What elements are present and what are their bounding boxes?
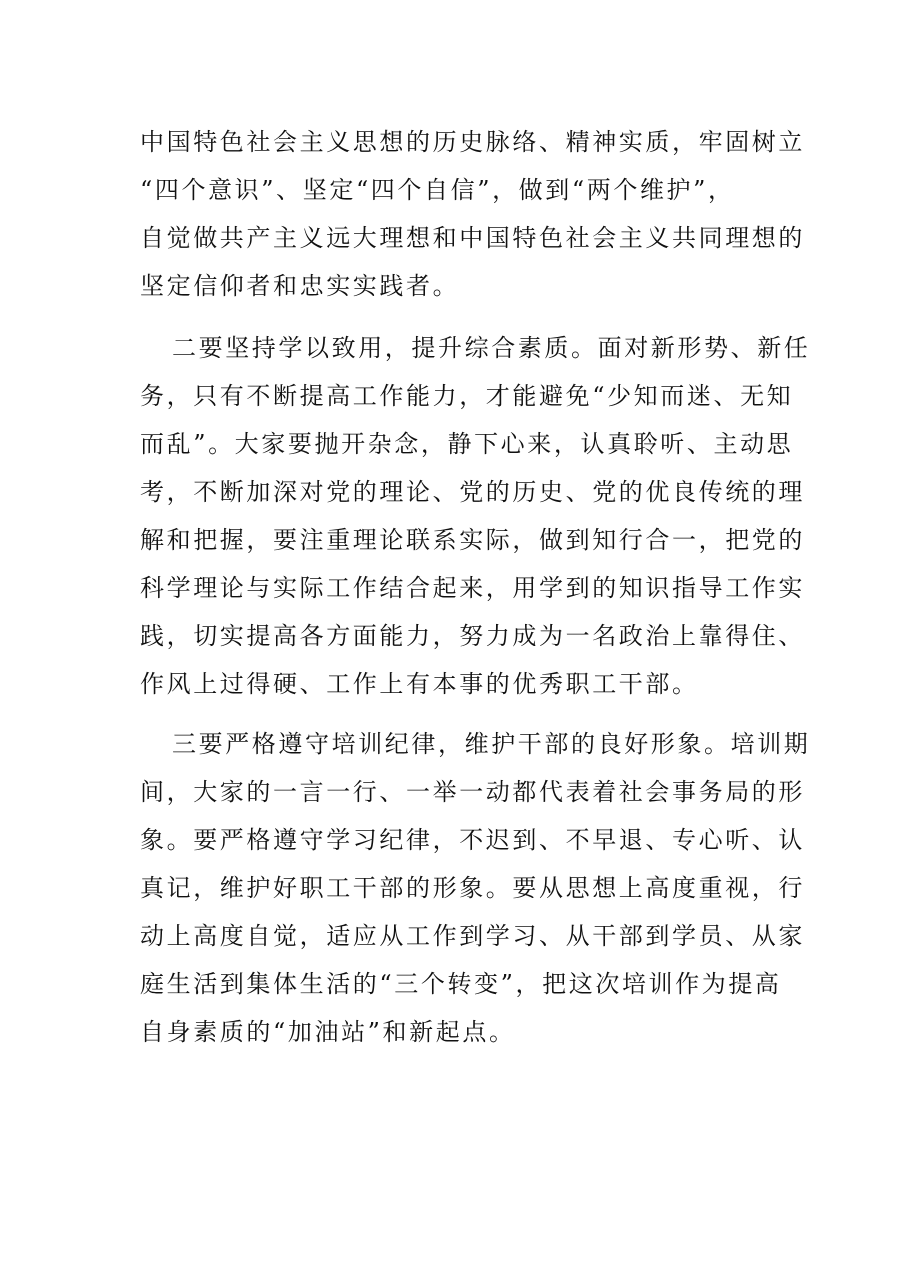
paragraph-line: 间，大家的一言一行、一举一动都代表着社会事务局的形 xyxy=(140,778,805,806)
paragraph-line: 践，切实提高各方面能力，努力成为一名政治上靠得住、 xyxy=(140,622,805,650)
paragraph-line: 中国特色社会主义思想的历史脉络、精神实质，牢固树立 xyxy=(140,128,805,156)
paragraph-line: 二要坚持学以致用，提升综合素质。面对新形势、新任 xyxy=(172,334,811,362)
paragraph-line: 而乱”。大家要抛开杂念，静下心来，认真聆听、主动思 xyxy=(140,430,794,458)
paragraph-line: 自身素质的“加油站”和新起点。 xyxy=(140,1018,516,1046)
paragraph-line: 三要严格遵守培训纪律，维护干部的良好形象。培训期 xyxy=(172,730,811,758)
paragraph-line: 解和把握，要注重理论联系实际，做到知行合一，把党的 xyxy=(140,526,805,554)
paragraph-line: 动上高度自觉，适应从工作到学习、从干部到学员、从家 xyxy=(140,922,805,950)
paragraph-line: 坚定信仰者和忠实实践者。 xyxy=(140,272,460,300)
paragraph-line: 庭生活到集体生活的“三个转变”，把这次培训作为提高 xyxy=(140,970,782,998)
paragraph-line: “四个意识”、坚定“四个自信”，做到“两个维护”， xyxy=(140,176,735,204)
paragraph-line: 务，只有不断提高工作能力，才能避免“少知而迷、无知 xyxy=(140,382,794,410)
paragraph-line: 真记，维护好职工干部的形象。要从思想上高度重视，行 xyxy=(140,874,805,902)
paragraph-line: 作风上过得硬、工作上有本事的优秀职工干部。 xyxy=(140,670,699,698)
paragraph-line: 考，不断加深对党的理论、党的历史、党的优良传统的理 xyxy=(140,478,805,506)
paragraph-line: 自觉做共产主义远大理想和中国特色社会主义共同理想的 xyxy=(140,224,805,252)
paragraph-line: 科学理论与实际工作结合起来，用学到的知识指导工作实 xyxy=(140,574,805,602)
paragraph-line: 象。要严格遵守学习纪律，不迟到、不早退、专心听、认 xyxy=(140,826,805,854)
